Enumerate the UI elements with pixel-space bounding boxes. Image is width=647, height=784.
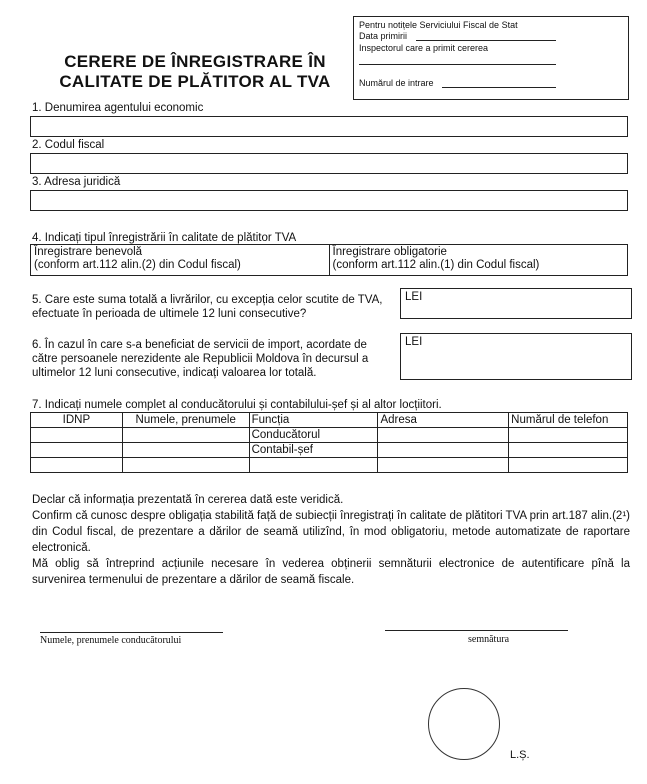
q6-question <box>32 338 368 380</box>
official-use-box <box>353 16 629 100</box>
q6-line3: ultimelor 12 luni consecutive, indicați valoarea lor totală. <box>32 367 317 379</box>
voluntary-registration-reference: (conform art.112 alin.(2) din Codul fiscal) <box>34 259 241 271</box>
registration-type-options <box>30 244 628 276</box>
col-name: Numele, prenumele <box>122 413 249 428</box>
declaration-paragraph-3: Mă oblig să întreprind acțiunile necesare în vederea obținerii semnăturii electronice de autentificare pînă la survenirea termenului de prezentare a dărilor de seamă fiscale. <box>32 558 630 586</box>
legal-address-field[interactable] <box>30 190 628 211</box>
inspector-line[interactable] <box>359 64 556 65</box>
company-name-label: 1. Denumirea agentului economic <box>32 102 204 114</box>
fiscal-code-label: 2. Codul fiscal <box>32 139 105 151</box>
mandatory-registration-reference: (conform art.112 alin.(1) din Codul fiscal) <box>332 259 540 271</box>
voluntary-registration-title: Înregistrare benevolă <box>34 246 143 258</box>
q6-line2: către persoanele nerezidente ale Republicii Moldova în decursul a <box>32 353 369 365</box>
q5-line1: 5. Care este suma totală a livrărilor, cu excepția celor scutite de TVA, <box>32 294 383 306</box>
table-row <box>31 443 628 458</box>
q6-line1: 6. În cazul în care s-a beneficiat de servicii de import, acordate de <box>32 339 367 351</box>
q5-amount-field[interactable] <box>400 288 632 319</box>
declaration-paragraph-1: Declar că informația prezentată în cererea dată este veridică. <box>32 494 344 506</box>
people-table-label: 7. Indicați numele complet al conducătorului și contabilului-șef și al altor locțiitori. <box>32 399 442 411</box>
signature-line[interactable] <box>385 630 568 631</box>
col-idnp: IDNP <box>31 413 123 428</box>
q5-line2: efectuate în perioada de ultimele 12 luni consecutive? <box>32 308 307 320</box>
director-name-label: Numele, prenumele conducătorului <box>40 635 182 646</box>
director-name-line[interactable] <box>40 632 223 633</box>
table-cell[interactable] <box>509 458 628 473</box>
table-cell[interactable] <box>122 443 249 458</box>
table-row <box>31 458 628 473</box>
q6-amount-field[interactable] <box>400 333 632 380</box>
form-title-line2: CALITATE DE PLĂTITOR AL TVA <box>59 72 331 91</box>
table-cell[interactable] <box>378 428 509 443</box>
table-cell[interactable] <box>509 443 628 458</box>
date-received-label: Data primirii <box>359 31 408 41</box>
col-address: Adresa <box>378 413 509 428</box>
table-cell[interactable] <box>31 428 123 443</box>
legal-address-label: 3. Adresa juridică <box>32 176 121 188</box>
table-cell[interactable] <box>509 428 628 443</box>
company-name-field[interactable] <box>30 116 628 137</box>
table-cell: Conducătorul <box>249 428 378 443</box>
table-cell[interactable] <box>31 443 123 458</box>
form-title-line1: CERERE DE ÎNREGISTRARE ÎN <box>64 52 326 71</box>
entry-number-line[interactable] <box>442 87 556 88</box>
table-cell: Contabil-șef <box>249 443 378 458</box>
mandatory-registration-title: Înregistrare obligatorie <box>332 246 447 258</box>
stamp-label: L.Ș. <box>510 749 530 761</box>
table-row <box>31 428 628 443</box>
people-table <box>30 412 628 473</box>
official-use-heading: Pentru notițele Serviciului Fiscal de Stat <box>359 20 518 30</box>
declaration-paragraph-2: Confirm că cunosc despre obligația stabilită față de subiecții înregistrați în calitate de plătitori TVA prin art.187 alin.(2¹) din Codul fiscal, de prezentare a dărilor de seamă utilizînd, în mod obligatoriu, metode automatizate de raportare electronică. <box>32 510 630 554</box>
q6-currency: LEI <box>405 336 423 348</box>
entry-number-label: Numărul de intrare <box>359 78 434 88</box>
date-received-line[interactable] <box>416 40 556 41</box>
stamp-circle <box>428 688 500 760</box>
table-cell[interactable] <box>122 428 249 443</box>
signature-label: semnătura <box>468 634 510 645</box>
people-table-header <box>31 413 628 428</box>
col-phone: Numărul de telefon <box>509 413 628 428</box>
q5-currency: LEI <box>405 291 423 303</box>
mandatory-registration-option[interactable] <box>329 245 628 275</box>
table-cell[interactable] <box>122 458 249 473</box>
fiscal-code-field[interactable] <box>30 153 628 174</box>
q5-question <box>32 293 383 321</box>
table-cell[interactable] <box>378 458 509 473</box>
table-cell[interactable] <box>31 458 123 473</box>
col-function: Funcția <box>249 413 378 428</box>
declaration <box>32 492 630 588</box>
inspector-label: Inspectorul care a primit cererea <box>359 43 489 53</box>
table-cell[interactable] <box>378 443 509 458</box>
table-cell[interactable] <box>249 458 378 473</box>
voluntary-registration-option[interactable] <box>31 245 329 275</box>
form-title <box>40 52 350 92</box>
registration-type-label: 4. Indicați tipul înregistrării în calitate de plătitor TVA <box>32 232 297 244</box>
